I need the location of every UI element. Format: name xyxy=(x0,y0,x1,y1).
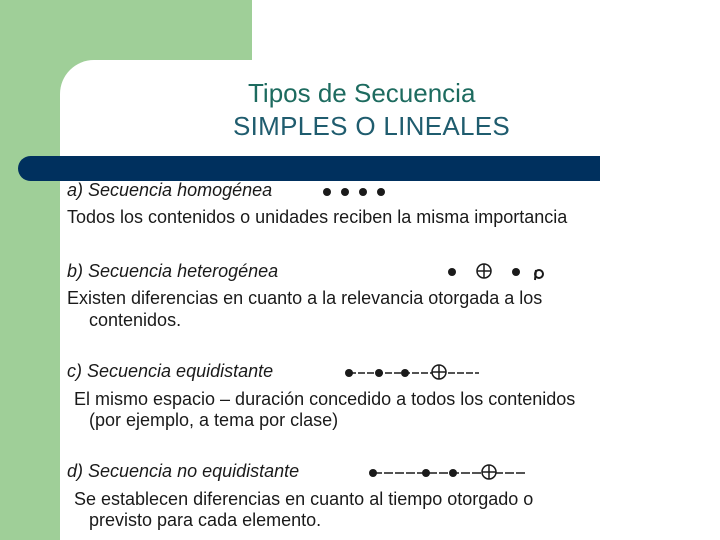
homogeneous-sequence-icon xyxy=(321,180,393,200)
section-description-line: Existen diferencias en cuanto a la relevancia otorgada a los xyxy=(67,288,543,308)
heterogeneous-sequence-icon xyxy=(444,262,554,282)
section-description-line: contenidos. xyxy=(89,310,182,330)
section-description-line: (por ejemplo, a tema por clase) xyxy=(89,410,339,430)
section-heading: d) Secuencia no equidistante xyxy=(67,461,300,481)
section-description-line: El mismo espacio – duración concedido a todos los contenidos xyxy=(74,389,576,409)
slide-subtitle: SIMPLES O LINEALES xyxy=(233,111,511,141)
section-description-line: Se establecen diferencias en cuanto al tiempo otorgado o xyxy=(74,489,534,509)
equidistant-sequence-icon xyxy=(343,362,483,382)
section-heading: c) Secuencia equidistante xyxy=(67,361,274,381)
section-heading: a) Secuencia homogénea xyxy=(67,180,273,200)
section-heading: b) Secuencia heterogénea xyxy=(67,261,279,281)
slide-title: Tipos de Secuencia xyxy=(248,78,476,108)
non-equidistant-sequence-icon xyxy=(367,462,532,482)
section-description-line: previsto para cada elemento. xyxy=(89,510,322,530)
section-description-line: Todos los contenidos o unidades reciben la misma importancia xyxy=(67,207,568,227)
divider-bar xyxy=(18,156,600,181)
